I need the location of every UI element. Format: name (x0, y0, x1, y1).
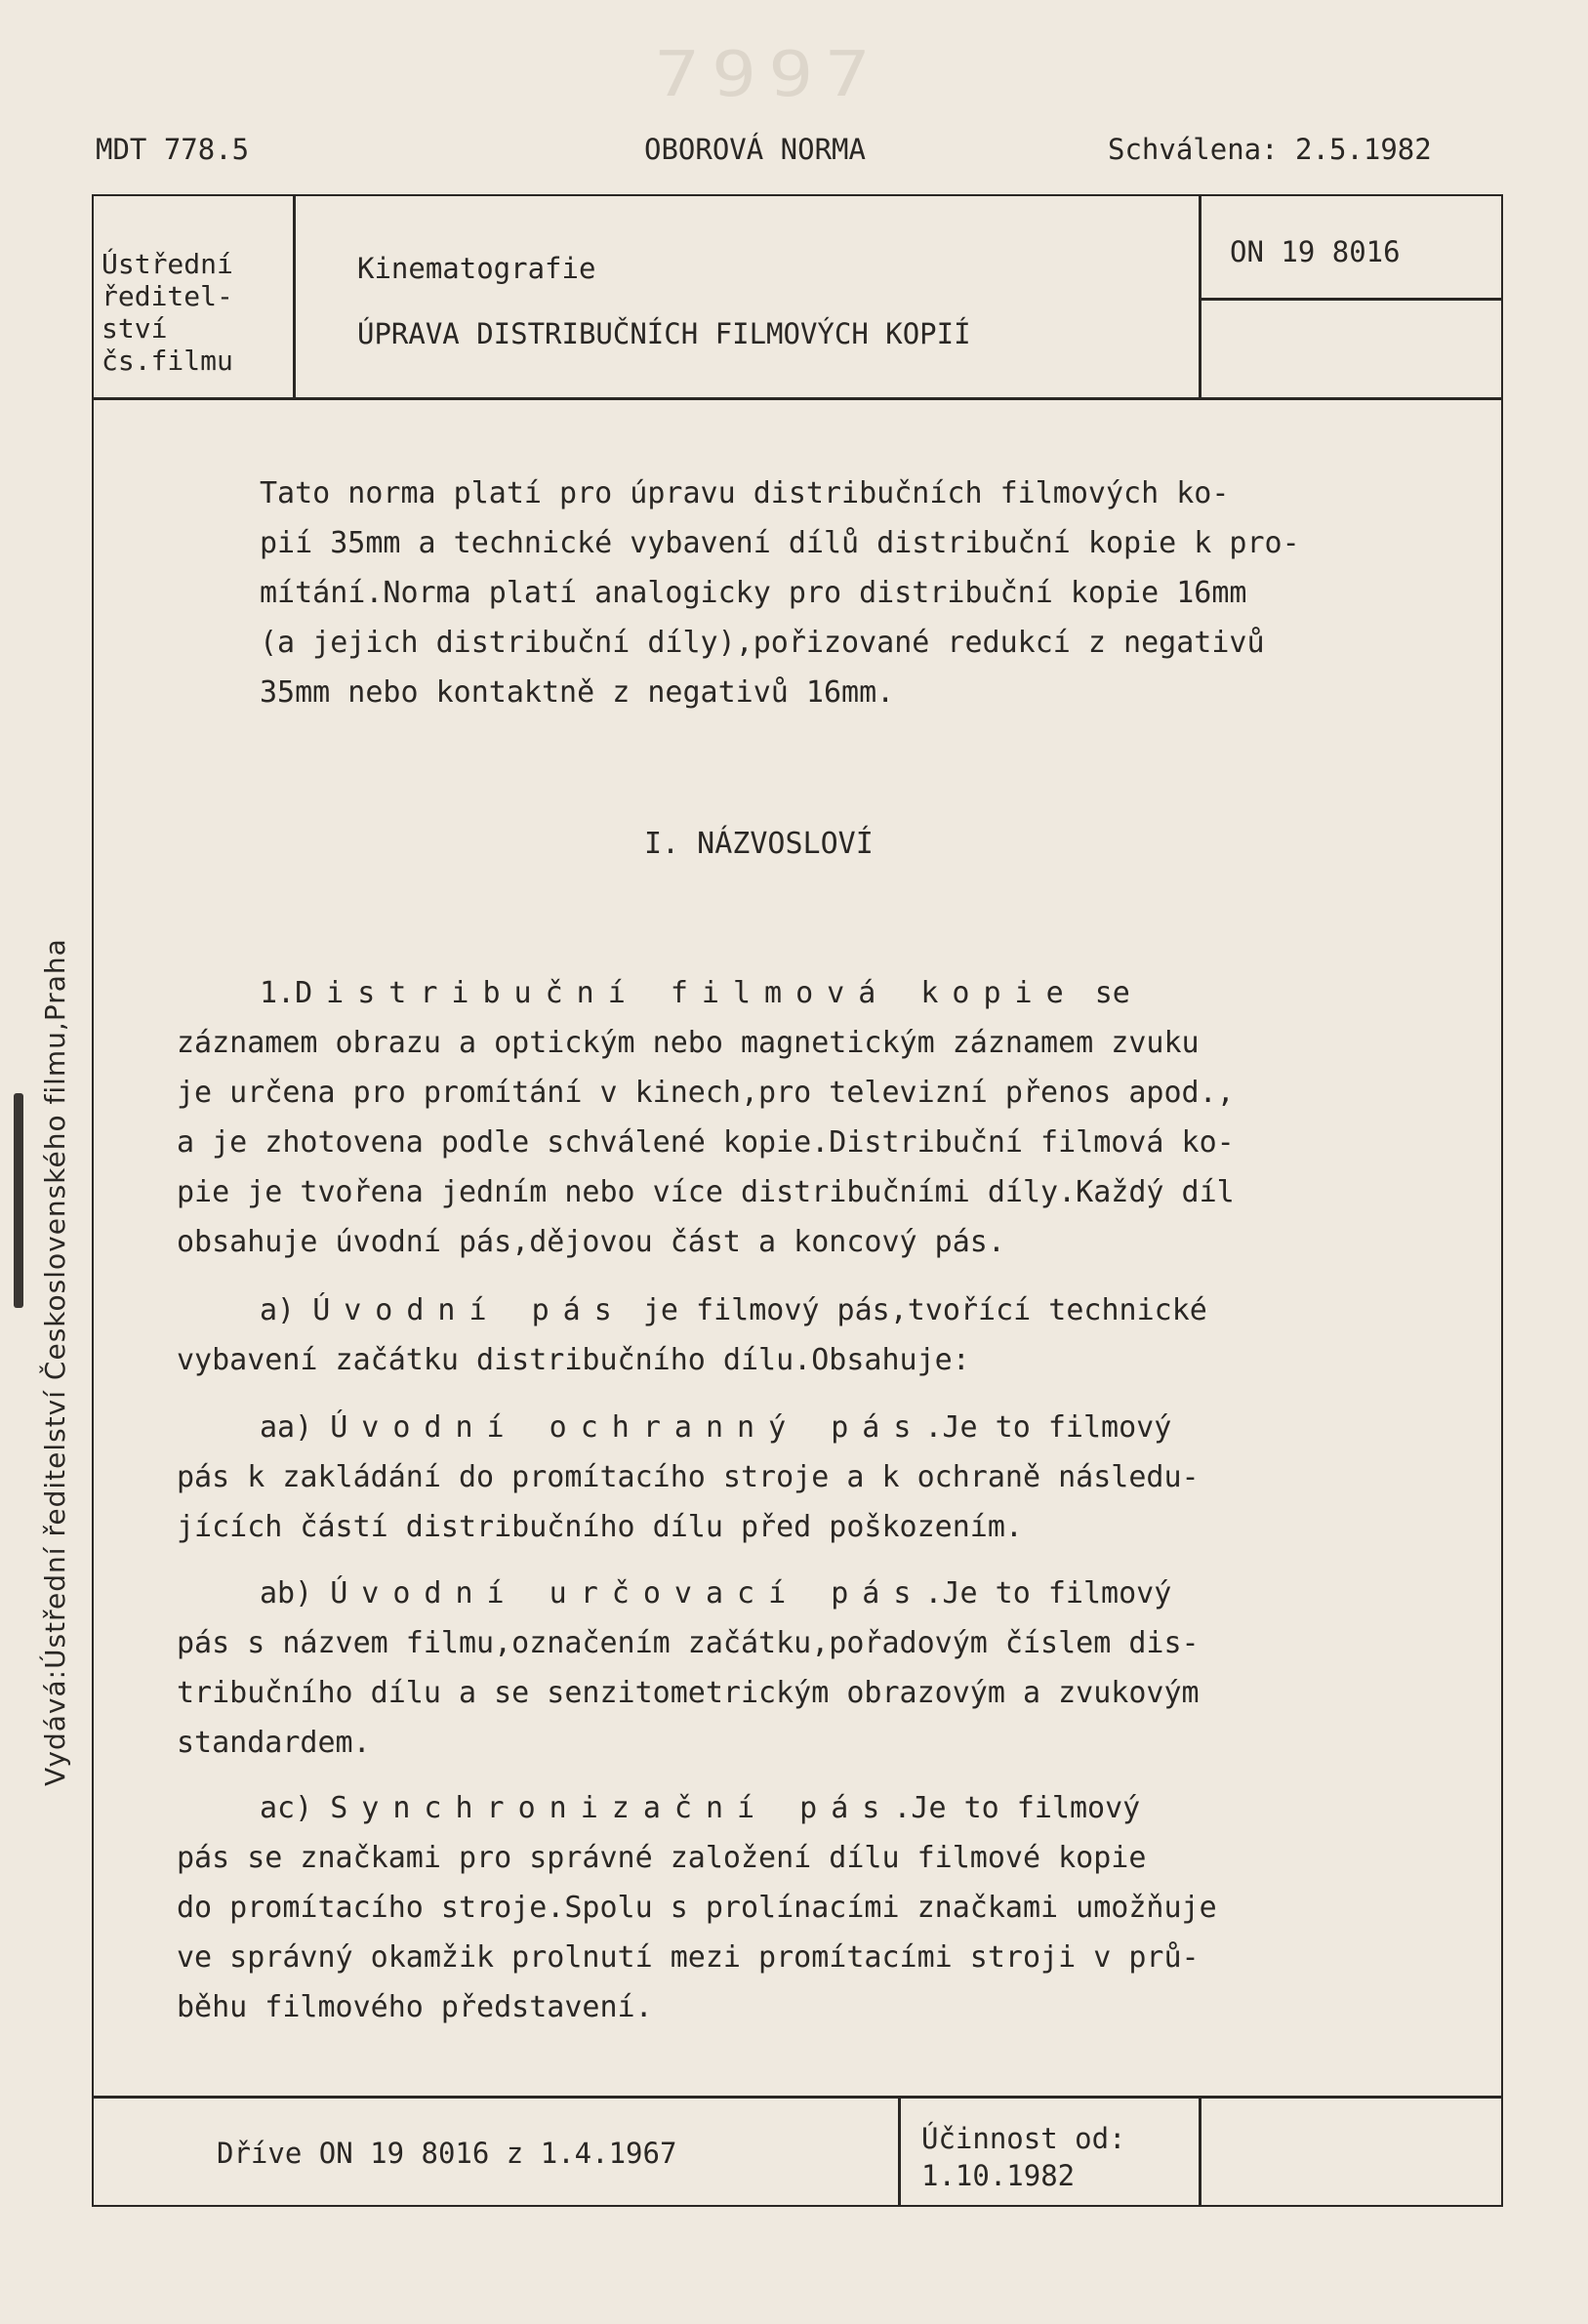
item-ac-first-line (260, 1783, 1140, 1833)
title-block-divider (92, 397, 1503, 400)
section-heading: I. NÁZVOSLOVÍ (644, 827, 874, 861)
item-ac-first-rest: .Je to filmový (893, 1791, 1141, 1825)
item-ab-text: pás s názvem filmu,označením začátku,pořadovým číslem dis- tribučního dílu a se senzitometrickým obrazovým a zvukovým standardem. (177, 1626, 1200, 1760)
item-1-first-line (260, 968, 1130, 1018)
item-aa-first-line (260, 1403, 1171, 1452)
norm-type: OBOROVÁ NORMA (644, 133, 866, 166)
footer-cell-divider-1 (898, 2096, 901, 2207)
item-aa-text: pás k zakládání do promítacího stroje a k ochraně následu- jících částí distribučního dílu před poškozením. (177, 1460, 1200, 1544)
item-1-first-rest: se (1094, 976, 1130, 1010)
approval-date: Schválena: 2.5.1982 (1108, 133, 1432, 166)
binding-mark (14, 1093, 23, 1308)
subject-field: Kinematografie (357, 252, 596, 285)
intro-paragraph: Tato norma platí pro úpravu distribučních filmových ko- pií 35mm a technické vybavení dílů distribuční kopie k pro- mítání.Norma platí analogicky pro distribuční kopie 16mm (a jejich distribuční díly),pořizované redukcí z negativů 35mm nebo kontaktně z negativů 16mm. (260, 476, 1300, 710)
mdt-code: MDT 778.5 (96, 133, 250, 166)
norm-code: ON 19 8016 (1230, 235, 1401, 268)
issuing-organization: Ústřední ředitel- ství čs.filmu (102, 248, 233, 377)
item-aa-term: Úvodní ochranný pás (330, 1410, 925, 1445)
item-a-first-rest: je filmový pás,tvořící technické (642, 1293, 1207, 1327)
org-cell-divider (293, 194, 296, 399)
footer-divider (92, 2096, 1503, 2099)
item-ac-term: Synchronizační pás (330, 1791, 894, 1825)
item-ab-first-rest: .Je to filmový (924, 1576, 1172, 1610)
item-1-number: 1. (260, 976, 296, 1010)
item-ac-label: ac) (260, 1791, 313, 1825)
item-ab-term: Úvodní určovací pás (330, 1576, 925, 1610)
item-a-term: Úvodní pás (312, 1293, 626, 1327)
item-1-text: záznamem obrazu a optickým nebo magnetickým záznamem zvuku je určena pro promítání v kinech,pro televizní přenos apod., a je zhotovena podle schválené kopie.Distribuční filmová ko- pie je tvořena jedním nebo více distribučními díly.Každý díl obsahuje úvodní pás,dějovou část a koncový pás. (177, 1026, 1235, 1259)
publisher-note: Vydává:Ústřední ředitelství Československého filmu,Praha (39, 938, 71, 1786)
effective-date: Účinnost od: 1.10.1982 (921, 2122, 1126, 2192)
item-a-first-line (260, 1285, 1207, 1335)
previous-version: Dříve ON 19 8016 z 1.4.1967 (217, 2137, 677, 2170)
item-aa-label: aa) (260, 1410, 313, 1445)
item-ac-text: pás se značkami pro správné založení dílu filmové kopie do promítacího stroje.Spolu s prolínacími značkami umožňuje ve správný okamžik prolnutí mezi promítacími stroji v prů- běhu filmového představení. (177, 1841, 1217, 2024)
item-ab-label: ab) (260, 1576, 313, 1610)
code-cell-underline (1199, 298, 1503, 301)
ghost-mark: 7997 (654, 39, 882, 111)
code-cell-divider (1199, 194, 1201, 399)
norm-title: ÚPRAVA DISTRIBUČNÍCH FILMOVÝCH KOPIÍ (357, 317, 971, 350)
item-a-label: a) (260, 1293, 296, 1327)
item-aa-first-rest: .Je to filmový (924, 1410, 1172, 1445)
item-a-text: vybavení začátku distribučního dílu.Obsahuje: (177, 1343, 970, 1377)
footer-cell-divider-2 (1199, 2096, 1201, 2207)
item-1-term: Distribuční filmová kopie (295, 976, 1078, 1010)
item-ab-first-line (260, 1569, 1171, 1618)
